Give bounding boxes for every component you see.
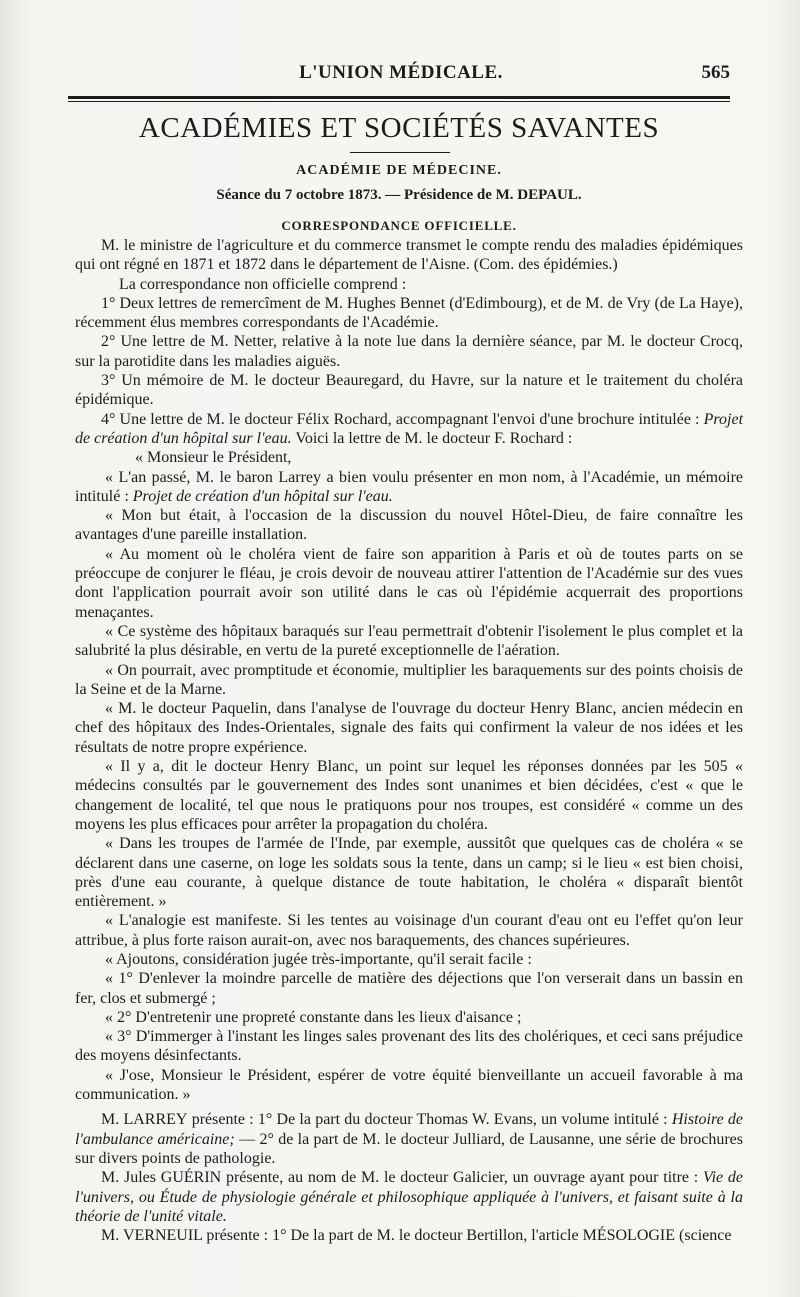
paragraph: M. le ministre de l'agriculture et du commerce transmet le compte rendu des maladies épidémiques qui ont régné en 1871 et 1872 dans le département de l'Aisne. (Com. des épidémies.) xyxy=(75,237,743,274)
paragraph: « 2° D'entretenir une propreté constante dans les lieux d'aisance ; xyxy=(105,1008,522,1026)
section-title: ACADÉMIES ET SOCIÉTÉS SAVANTES xyxy=(138,112,660,144)
paragraph-text: présente : 1° De la part du docteur Thomas W. Evans, un volume intitulé : xyxy=(191,1111,668,1129)
paragraph: « Dans les troupes de l'armée de l'Inde, par exemple, aussitôt que quelques cas de choléra « se déclarent dans une caserne, on loge les soldats sous la tente, dans un camp; si le lieu « est bien choisi, près d'une eau courante, à quelque distance de toute habitation, le choléra « disparaît bientôt entièrement. » xyxy=(75,835,743,911)
book-title: Vie de l'univers, ou Étude de physiologie générale et philosophique appliquée à l'univers, et faisant suite à la théorie de l'unité vitale. xyxy=(75,1169,743,1225)
correspondence-heading: CORRESPONDANCE OFFICIELLE. xyxy=(281,218,517,233)
paragraph: « 1° D'enlever la moindre parcelle de matière des déjections que l'on verserait dans un bassin en fer, clos et submergé ; xyxy=(75,970,743,1007)
paragraph-text: présente, au nom de M. le docteur Galicier, un ouvrage ayant pour titre : xyxy=(225,1169,699,1187)
article-term: MÉSOLOGIE xyxy=(582,1227,676,1245)
paragraph: 2° Une lettre de M. Netter, relative à la note lue dans la dernière séance, par M. le docteur Crocq, sur la parotidite dans les maladies aiguës. xyxy=(75,333,743,370)
paragraph: « M. le docteur Paquelin, dans l'analyse de l'ouvrage du docteur Henry Blanc, ancien médecin en chef des hôpitaux des Indes-Orientales, signale des faits qui confirment la valeur de nos idées et les résultats de notre propre expérience. xyxy=(75,700,743,756)
paragraph-text: Voici la lettre de M. le docteur F. Rochard : xyxy=(295,429,573,447)
member-name: M. LARREY xyxy=(101,1111,188,1129)
paragraph: « Mon but était, à l'occasion de la discussion du nouvel Hôtel-Dieu, de faire connaître les avantages d'une pareille installation. xyxy=(75,507,743,544)
paragraph-text: présente : 1° De la part de M. le docteur Bertillon, l'article xyxy=(206,1227,579,1245)
book-title: Histoire de l'ambulance américaine; xyxy=(75,1111,744,1148)
paragraph xyxy=(75,1226,743,1245)
page-number: 565 xyxy=(701,62,730,83)
header-rule xyxy=(68,96,730,99)
header-rule-thin xyxy=(68,101,730,102)
paragraph-text: (science xyxy=(679,1227,732,1245)
paragraph: « J'ose, Monsieur le Président, espérer de votre équité bienveillante un accueil favorable à ma communication. » xyxy=(75,1066,743,1104)
paragraph: 3° Un mémoire de M. le docteur Beauregard, du Havre, sur la nature et le traitement du choléra épidémique. xyxy=(75,372,743,409)
paragraph-text: « L'an passé, M. le baron Larrey a bien voulu présenter en mon nom, à l'Académie, un mémoire intitulé : xyxy=(75,468,743,505)
paragraph: « Ce système des hôpitaux baraqués sur l'eau permettrait d'obtenir l'isolement le plus complet et la salubrité la plus désirable, en vertu de la pureté exceptionnelle de l'aération. xyxy=(75,622,743,660)
section-divider xyxy=(350,152,450,153)
paragraph: « Monsieur le Président, xyxy=(135,449,292,467)
paragraph: « On pourrait, avec promptitude et économie, multiplier les baraquements sur des points choisis de la Seine et de la Marne. xyxy=(75,661,743,698)
paragraph xyxy=(75,468,743,507)
paragraph: « L'analogie est manifeste. Si les tentes au voisinage d'un courant d'eau ont eu l'effet qu'on leur attribue, à plus forte raison aurait-on, avec nos baraquements, des chances supérieures. xyxy=(75,912,743,949)
paragraph: 1° Deux lettres de remercîment de M. Hughes Bennet (d'Edimbourg), et de M. de Vry (de La Haye), récemment élus membres correspondants de l'Académie. xyxy=(75,294,743,332)
paragraph-text: — 2° de la part de M. le docteur Julliard, de Lausanne, une série de brochures sur divers points de pathologie. xyxy=(75,1130,744,1167)
member-name: M. VERNEUIL xyxy=(101,1227,203,1245)
brochure-title: Projet de création d'un hôpital sur l'eau. xyxy=(75,410,744,447)
member-name: M. Jules GUÉRIN xyxy=(101,1169,222,1187)
memoir-title: Projet de création d'un hôpital sur l'eau. xyxy=(132,487,393,505)
academy-title: ACADÉMIE DE MÉDECINE. xyxy=(296,163,502,178)
paragraph: « Au moment où le choléra vient de faire son apparition à Paris et où de toutes parts on se préoccupe de conjurer le fléau, je crois devoir de nouveau attirer l'attention de l'Académie sur des vues dont l'application pourrait avoir son utilité dans le cas où l'épidémie acquerrait des proportions menaçantes. xyxy=(75,545,743,621)
paragraph: « Il y a, dit le docteur Henry Blanc, un point sur lequel les réponses données par les 505 « médecins consultés par le gouvernement des Indes sont unanimes et bien décidées, c'est « que le changement de localité, tel que nous le pratiquons pour nos troupes, est considéré « comme un des moyens les plus efficaces pour arrêter la propagation du choléra. xyxy=(75,758,743,833)
paragraph xyxy=(75,1168,743,1226)
article-body xyxy=(75,236,743,1245)
paragraph: « Ajoutons, considération jugée très-importante, qu'il serait facile : xyxy=(105,950,532,968)
running-title: L'UNION MÉDICALE. xyxy=(299,62,503,83)
paragraph xyxy=(75,410,743,449)
page-header xyxy=(68,62,734,94)
paragraph xyxy=(75,1110,743,1168)
session-line: Séance du 7 octobre 1873. — Présidence de M. DEPAUL. xyxy=(216,187,582,203)
paragraph-text: 4° Une lettre de M. le docteur Félix Rochard, accompagnant l'envoi d'une brochure intitulée : xyxy=(101,410,700,428)
paragraph: La correspondance non officielle comprend : xyxy=(119,275,407,293)
paragraph: « 3° D'immerger à l'instant les linges sales provenant des lits des cholériques, et ceci sans préjudice des moyens désinfectants. xyxy=(75,1028,743,1065)
